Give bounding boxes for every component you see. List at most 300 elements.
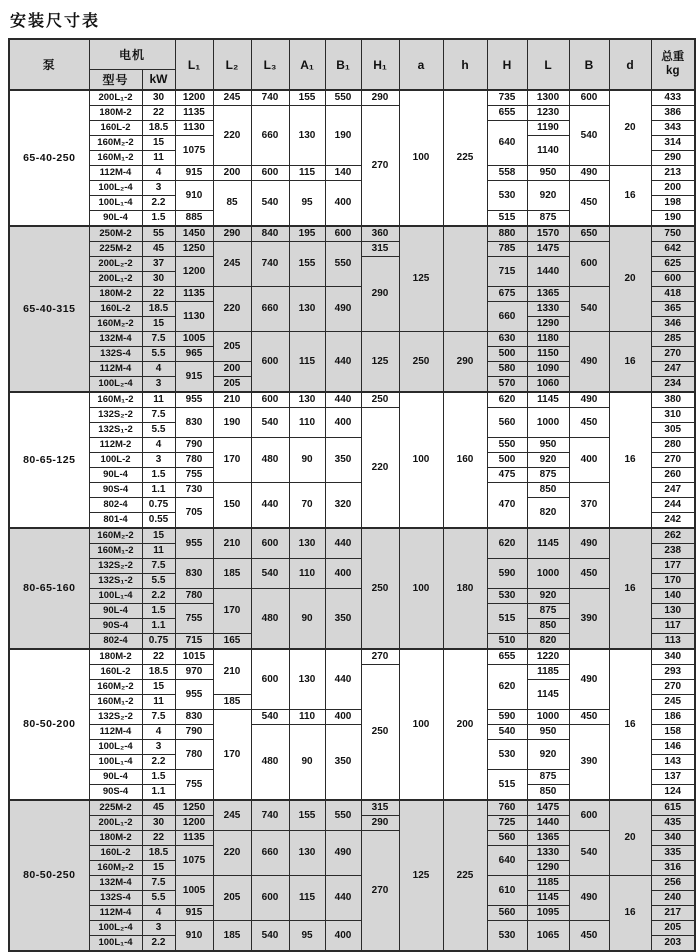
table-cell: 11 (142, 392, 175, 408)
column-header-l3: L₃ (251, 39, 289, 90)
motor-model-cell: 90L-4 (89, 468, 142, 483)
table-cell: 915 (175, 166, 213, 181)
motor-model-cell: 132S₂-2 (89, 559, 142, 574)
table-cell: 15 (142, 136, 175, 151)
table-cell: 540 (251, 710, 289, 725)
table-cell: 245 (213, 800, 251, 831)
pump-name-cell: 80-50-200 (9, 649, 89, 800)
table-cell: 1200 (175, 816, 213, 831)
motor-model-cell: 90S-4 (89, 483, 142, 498)
table-cell: 260 (651, 468, 695, 483)
table-cell: 390 (569, 589, 609, 650)
table-cell: 11 (142, 544, 175, 559)
table-cell: 490 (569, 876, 609, 921)
table-cell: 540 (487, 725, 527, 740)
table-cell: 340 (651, 649, 695, 665)
table-cell: 1005 (175, 876, 213, 906)
table-cell: 1130 (175, 121, 213, 136)
table-cell: 7.5 (142, 876, 175, 891)
table-cell: 2.2 (142, 755, 175, 770)
table-body (9, 90, 695, 951)
column-header-model: 型号 (89, 69, 142, 90)
table-cell: 125 (399, 226, 443, 332)
table-cell: 955 (175, 528, 213, 559)
table-cell: 780 (175, 740, 213, 770)
table-cell: 4 (142, 906, 175, 921)
table-cell: 3 (142, 921, 175, 936)
table-cell: 290 (651, 151, 695, 166)
table-cell: 850 (527, 785, 569, 801)
table-cell: 1.5 (142, 468, 175, 483)
table-cell: 660 (487, 302, 527, 332)
table-cell: 155 (289, 800, 325, 831)
table-cell: 45 (142, 800, 175, 816)
motor-model-cell: 180M-2 (89, 831, 142, 846)
table-cell: 190 (325, 106, 361, 166)
motor-model-cell: 802-4 (89, 634, 142, 650)
table-cell: 885 (175, 211, 213, 227)
table-cell: 244 (651, 498, 695, 513)
table-cell: 130 (289, 287, 325, 332)
table-cell: 530 (487, 181, 527, 211)
motor-model-cell: 160M₂-2 (89, 136, 142, 151)
column-header-total-weight (651, 39, 695, 90)
table-cell: 675 (487, 287, 527, 302)
column-header-motor: 电机 (89, 39, 175, 69)
table-cell: 143 (651, 755, 695, 770)
table-cell: 490 (325, 287, 361, 332)
table-cell: 1.5 (142, 770, 175, 785)
motor-model-cell: 112M-4 (89, 725, 142, 740)
table-cell: 170 (651, 574, 695, 589)
table-cell: 0.75 (142, 634, 175, 650)
table-cell: 205 (213, 876, 251, 921)
table-cell: 350 (325, 725, 361, 801)
table-cell: 515 (487, 604, 527, 634)
table-cell: 285 (651, 332, 695, 347)
table-cell: 1190 (527, 121, 569, 136)
table-cell: 130 (289, 106, 325, 166)
table-cell: 240 (651, 891, 695, 906)
motor-model-cell: 100L₁-4 (89, 936, 142, 952)
table-cell: 90 (289, 725, 325, 801)
motor-model-cell: 200L₁-2 (89, 816, 142, 831)
motor-model-cell: 160L-2 (89, 846, 142, 861)
motor-model-cell: 132S-4 (89, 891, 142, 906)
motor-model-cell: 90S-4 (89, 619, 142, 634)
table-cell: 217 (651, 906, 695, 921)
table-cell: 110 (289, 559, 325, 589)
table-cell: 540 (569, 106, 609, 166)
table-cell: 270 (651, 680, 695, 695)
table-cell: 790 (175, 438, 213, 453)
table-cell: 440 (325, 332, 361, 393)
table-cell: 600 (325, 226, 361, 242)
table-cell: 3 (142, 740, 175, 755)
table-cell: 1300 (527, 90, 569, 106)
motor-model-cell: 132M-4 (89, 876, 142, 891)
table-cell: 314 (651, 136, 695, 151)
table-cell: 450 (569, 408, 609, 438)
table-cell: 70 (289, 483, 325, 529)
total-weight-unit: kg (666, 64, 680, 77)
table-cell: 250 (399, 332, 443, 393)
table-cell: 1290 (527, 317, 569, 332)
table-cell: 550 (325, 242, 361, 287)
table-cell: 950 (527, 725, 569, 740)
motor-model-cell: 160M₁-2 (89, 695, 142, 710)
table-cell: 540 (569, 831, 609, 876)
table-cell: 560 (487, 831, 527, 846)
table-cell: 316 (651, 861, 695, 876)
motor-model-cell: 100L-2 (89, 453, 142, 468)
table-cell: 245 (213, 90, 251, 106)
table-cell: 155 (289, 90, 325, 106)
table-cell: 170 (213, 710, 251, 801)
pump-name-cell: 80-65-160 (9, 528, 89, 649)
column-header-l1: L₁ (175, 39, 213, 90)
table-cell: 600 (251, 649, 289, 710)
table-cell: 165 (213, 634, 251, 650)
motor-model-cell: 160M₂-2 (89, 317, 142, 332)
table-cell: 335 (651, 846, 695, 861)
table-cell: 137 (651, 770, 695, 785)
motor-model-cell: 100L₁-4 (89, 196, 142, 211)
table-cell: 1230 (527, 106, 569, 121)
table-cell: 210 (213, 649, 251, 695)
table-cell: 11 (142, 151, 175, 166)
table-cell: 2.2 (142, 589, 175, 604)
table-cell: 875 (527, 211, 569, 227)
table-cell: 1135 (175, 287, 213, 302)
table-cell: 205 (651, 921, 695, 936)
table-cell: 1140 (527, 136, 569, 166)
table-cell: 400 (569, 438, 609, 483)
table-cell: 200 (443, 649, 487, 800)
table-cell: 110 (289, 710, 325, 725)
motor-model-cell: 160L-2 (89, 121, 142, 136)
table-cell: 490 (569, 528, 609, 559)
motor-model-cell: 112M-4 (89, 362, 142, 377)
table-cell: 20 (609, 90, 651, 166)
table-cell: 124 (651, 785, 695, 801)
table-cell: 500 (487, 453, 527, 468)
column-header-d: d (609, 39, 651, 90)
table-cell: 16 (609, 332, 651, 393)
table-cell: 450 (569, 559, 609, 589)
motor-model-cell: 90L-4 (89, 604, 142, 619)
table-cell: 315 (361, 800, 399, 816)
table-cell: 915 (175, 906, 213, 921)
table-cell: 115 (289, 876, 325, 921)
table-cell: 125 (361, 332, 399, 393)
table-cell: 1365 (527, 287, 569, 302)
motor-model-cell: 180M-2 (89, 106, 142, 121)
table-cell: 1330 (527, 302, 569, 317)
table-cell: 3 (142, 453, 175, 468)
table-cell: 185 (213, 921, 251, 952)
table-cell: 725 (487, 816, 527, 831)
table-cell: 600 (251, 392, 289, 408)
motor-model-cell: 160L-2 (89, 302, 142, 317)
table-cell: 16 (609, 528, 651, 649)
table-cell: 1145 (527, 528, 569, 559)
table-cell: 310 (651, 408, 695, 423)
table-cell: 270 (651, 453, 695, 468)
table-cell: 830 (175, 710, 213, 725)
table-cell: 1200 (175, 90, 213, 106)
table-cell: 16 (609, 876, 651, 952)
table-cell: 22 (142, 106, 175, 121)
table-cell: 85 (213, 181, 251, 227)
table-cell: 620 (487, 528, 527, 559)
motor-model-cell: 250M-2 (89, 226, 142, 242)
table-cell: 590 (487, 710, 527, 725)
table-cell: 650 (569, 226, 609, 242)
table-cell: 210 (213, 528, 251, 559)
motor-model-cell: 180M-2 (89, 649, 142, 665)
motor-model-cell: 160M₂-2 (89, 680, 142, 695)
table-cell: 238 (651, 544, 695, 559)
motor-model-cell: 802-4 (89, 498, 142, 513)
table-cell: 500 (487, 347, 527, 362)
motor-model-cell: 112M-4 (89, 166, 142, 181)
table-cell: 22 (142, 287, 175, 302)
table-cell: 3 (142, 377, 175, 393)
column-header-l2: L₂ (213, 39, 251, 90)
table-cell: 130 (289, 831, 325, 876)
table-cell: 380 (651, 392, 695, 408)
table-cell: 1.5 (142, 604, 175, 619)
column-header-B: B (569, 39, 609, 90)
table-cell: 130 (289, 392, 325, 408)
table-cell: 140 (325, 166, 361, 181)
table-cell: 130 (289, 528, 325, 559)
table-cell: 30 (142, 90, 175, 106)
table-cell: 540 (251, 181, 289, 227)
table-cell: 95 (289, 921, 325, 952)
table-cell: 1145 (527, 891, 569, 906)
table-cell: 450 (569, 921, 609, 952)
table-cell: 140 (651, 589, 695, 604)
table-cell: 1065 (527, 921, 569, 952)
column-header-a: a (399, 39, 443, 90)
table-cell: 540 (251, 408, 289, 438)
table-cell: 242 (651, 513, 695, 529)
motor-model-cell: 160L-2 (89, 665, 142, 680)
table-cell: 7.5 (142, 332, 175, 347)
table-cell: 203 (651, 936, 695, 952)
table-cell: 705 (175, 498, 213, 529)
table-cell: 37 (142, 257, 175, 272)
table-cell: 600 (569, 800, 609, 831)
table-cell: 186 (651, 710, 695, 725)
table-cell: 400 (325, 181, 361, 227)
table-cell: 480 (251, 725, 289, 801)
table-cell: 234 (651, 377, 695, 393)
column-header-a1: A₁ (289, 39, 325, 90)
table-cell: 830 (175, 408, 213, 438)
table-cell: 4 (142, 725, 175, 740)
motor-model-cell: 180M-2 (89, 287, 142, 302)
table-cell: 1.1 (142, 619, 175, 634)
table-cell: 210 (213, 392, 251, 408)
table-cell: 1015 (175, 649, 213, 665)
table-cell: 11 (142, 695, 175, 710)
table-cell: 955 (175, 392, 213, 408)
motor-model-cell: 90L-4 (89, 770, 142, 785)
table-cell: 5.5 (142, 891, 175, 906)
table-cell: 910 (175, 181, 213, 211)
table-cell: 290 (213, 226, 251, 242)
table-cell: 170 (213, 438, 251, 483)
table-cell: 715 (487, 257, 527, 287)
table-cell: 15 (142, 680, 175, 695)
table-cell: 1185 (527, 665, 569, 680)
table-cell: 615 (651, 800, 695, 816)
motor-model-cell: 100L₂-4 (89, 181, 142, 196)
table-cell: 550 (487, 438, 527, 453)
table-cell: 350 (325, 438, 361, 483)
table-cell: 530 (487, 589, 527, 604)
table-cell: 190 (651, 211, 695, 227)
motor-model-cell: 132S₁-2 (89, 423, 142, 438)
table-cell: 660 (251, 287, 289, 332)
motor-model-cell: 160M₁-2 (89, 392, 142, 408)
table-cell: 400 (325, 408, 361, 438)
table-cell: 470 (487, 483, 527, 529)
table-cell: 320 (325, 483, 361, 529)
table-cell: 840 (251, 226, 289, 242)
table-cell: 530 (487, 740, 527, 770)
table-cell: 1060 (527, 377, 569, 393)
table-cell: 1.1 (142, 785, 175, 801)
table-cell: 155 (289, 242, 325, 287)
table-cell: 660 (251, 831, 289, 876)
table-cell: 3 (142, 181, 175, 196)
table-cell: 2.2 (142, 196, 175, 211)
table-cell: 7.5 (142, 408, 175, 423)
motor-model-cell: 100L₂-4 (89, 377, 142, 393)
table-cell: 0.55 (142, 513, 175, 529)
table-cell: 343 (651, 121, 695, 136)
table-cell: 4 (142, 438, 175, 453)
table-cell: 100 (399, 392, 443, 528)
table-cell: 600 (569, 242, 609, 287)
table-cell: 5.5 (142, 347, 175, 362)
table-cell: 620 (487, 392, 527, 408)
table-cell: 440 (325, 392, 361, 408)
table-cell: 180 (443, 528, 487, 649)
table-cell: 360 (361, 226, 399, 242)
table-cell: 1180 (527, 332, 569, 347)
table-cell: 600 (251, 876, 289, 921)
table-cell: 610 (487, 876, 527, 906)
table-cell: 170 (213, 589, 251, 634)
table-cell: 560 (487, 408, 527, 438)
table-cell: 2.2 (142, 936, 175, 952)
motor-model-cell: 200L₂-2 (89, 257, 142, 272)
table-cell: 20 (609, 226, 651, 332)
motor-model-cell: 100L₂-4 (89, 740, 142, 755)
table-cell: 110 (289, 408, 325, 438)
table-cell: 200 (651, 181, 695, 196)
table-cell: 1145 (527, 392, 569, 408)
table-cell: 205 (213, 332, 251, 362)
table-cell: 655 (487, 106, 527, 121)
table-cell: 1365 (527, 831, 569, 846)
table-cell: 185 (213, 695, 251, 710)
table-cell: 160 (443, 392, 487, 528)
table-cell: 30 (142, 272, 175, 287)
table-cell: 600 (651, 272, 695, 287)
table-cell: 600 (251, 166, 289, 181)
table-cell: 220 (213, 287, 251, 332)
table-cell: 600 (251, 332, 289, 393)
table-cell: 290 (361, 90, 399, 106)
table-cell: 100 (399, 528, 443, 649)
table-cell: 245 (213, 242, 251, 287)
table-cell: 100 (399, 90, 443, 226)
table-cell: 117 (651, 619, 695, 634)
table-cell: 270 (651, 347, 695, 362)
table-cell: 790 (175, 725, 213, 740)
table-cell: 45 (142, 242, 175, 257)
motor-model-cell: 132S-4 (89, 347, 142, 362)
table-cell: 440 (325, 528, 361, 559)
table-cell: 250 (361, 392, 399, 408)
table-cell: 7.5 (142, 710, 175, 725)
table-cell: 435 (651, 816, 695, 831)
table-cell: 365 (651, 302, 695, 317)
table-cell: 1135 (175, 106, 213, 121)
table-cell: 910 (175, 921, 213, 952)
table-cell: 270 (361, 649, 399, 665)
table-cell: 1440 (527, 816, 569, 831)
table-cell: 755 (175, 770, 213, 801)
table-cell: 540 (251, 559, 289, 589)
table-cell: 22 (142, 831, 175, 846)
table-cell: 1000 (527, 710, 569, 725)
table-cell: 225 (443, 800, 487, 951)
motor-model-cell: 132M-4 (89, 332, 142, 347)
table-cell: 16 (609, 649, 651, 800)
pump-name-cell: 65-40-250 (9, 90, 89, 226)
table-cell: 955 (175, 680, 213, 710)
table-cell: 16 (609, 392, 651, 528)
table-cell: 750 (651, 226, 695, 242)
table-cell: 100 (399, 649, 443, 800)
table-cell: 950 (527, 438, 569, 453)
total-weight-label: 总重 (661, 51, 685, 64)
motor-model-cell: 90L-4 (89, 211, 142, 227)
motor-model-cell: 160M₁-2 (89, 151, 142, 166)
column-header-kw: kW (142, 69, 175, 90)
table-cell: 1475 (527, 800, 569, 816)
table-cell: 630 (487, 332, 527, 347)
table-cell: 90 (289, 438, 325, 483)
table-cell: 1000 (527, 408, 569, 438)
table-cell: 490 (569, 392, 609, 408)
table-cell: 530 (487, 921, 527, 952)
table-cell: 18.5 (142, 121, 175, 136)
motor-model-cell: 160M₂-2 (89, 528, 142, 544)
table-cell: 1220 (527, 649, 569, 665)
table-cell: 386 (651, 106, 695, 121)
table-cell: 920 (527, 589, 569, 604)
table-cell: 22 (142, 649, 175, 665)
table-cell: 965 (175, 347, 213, 362)
